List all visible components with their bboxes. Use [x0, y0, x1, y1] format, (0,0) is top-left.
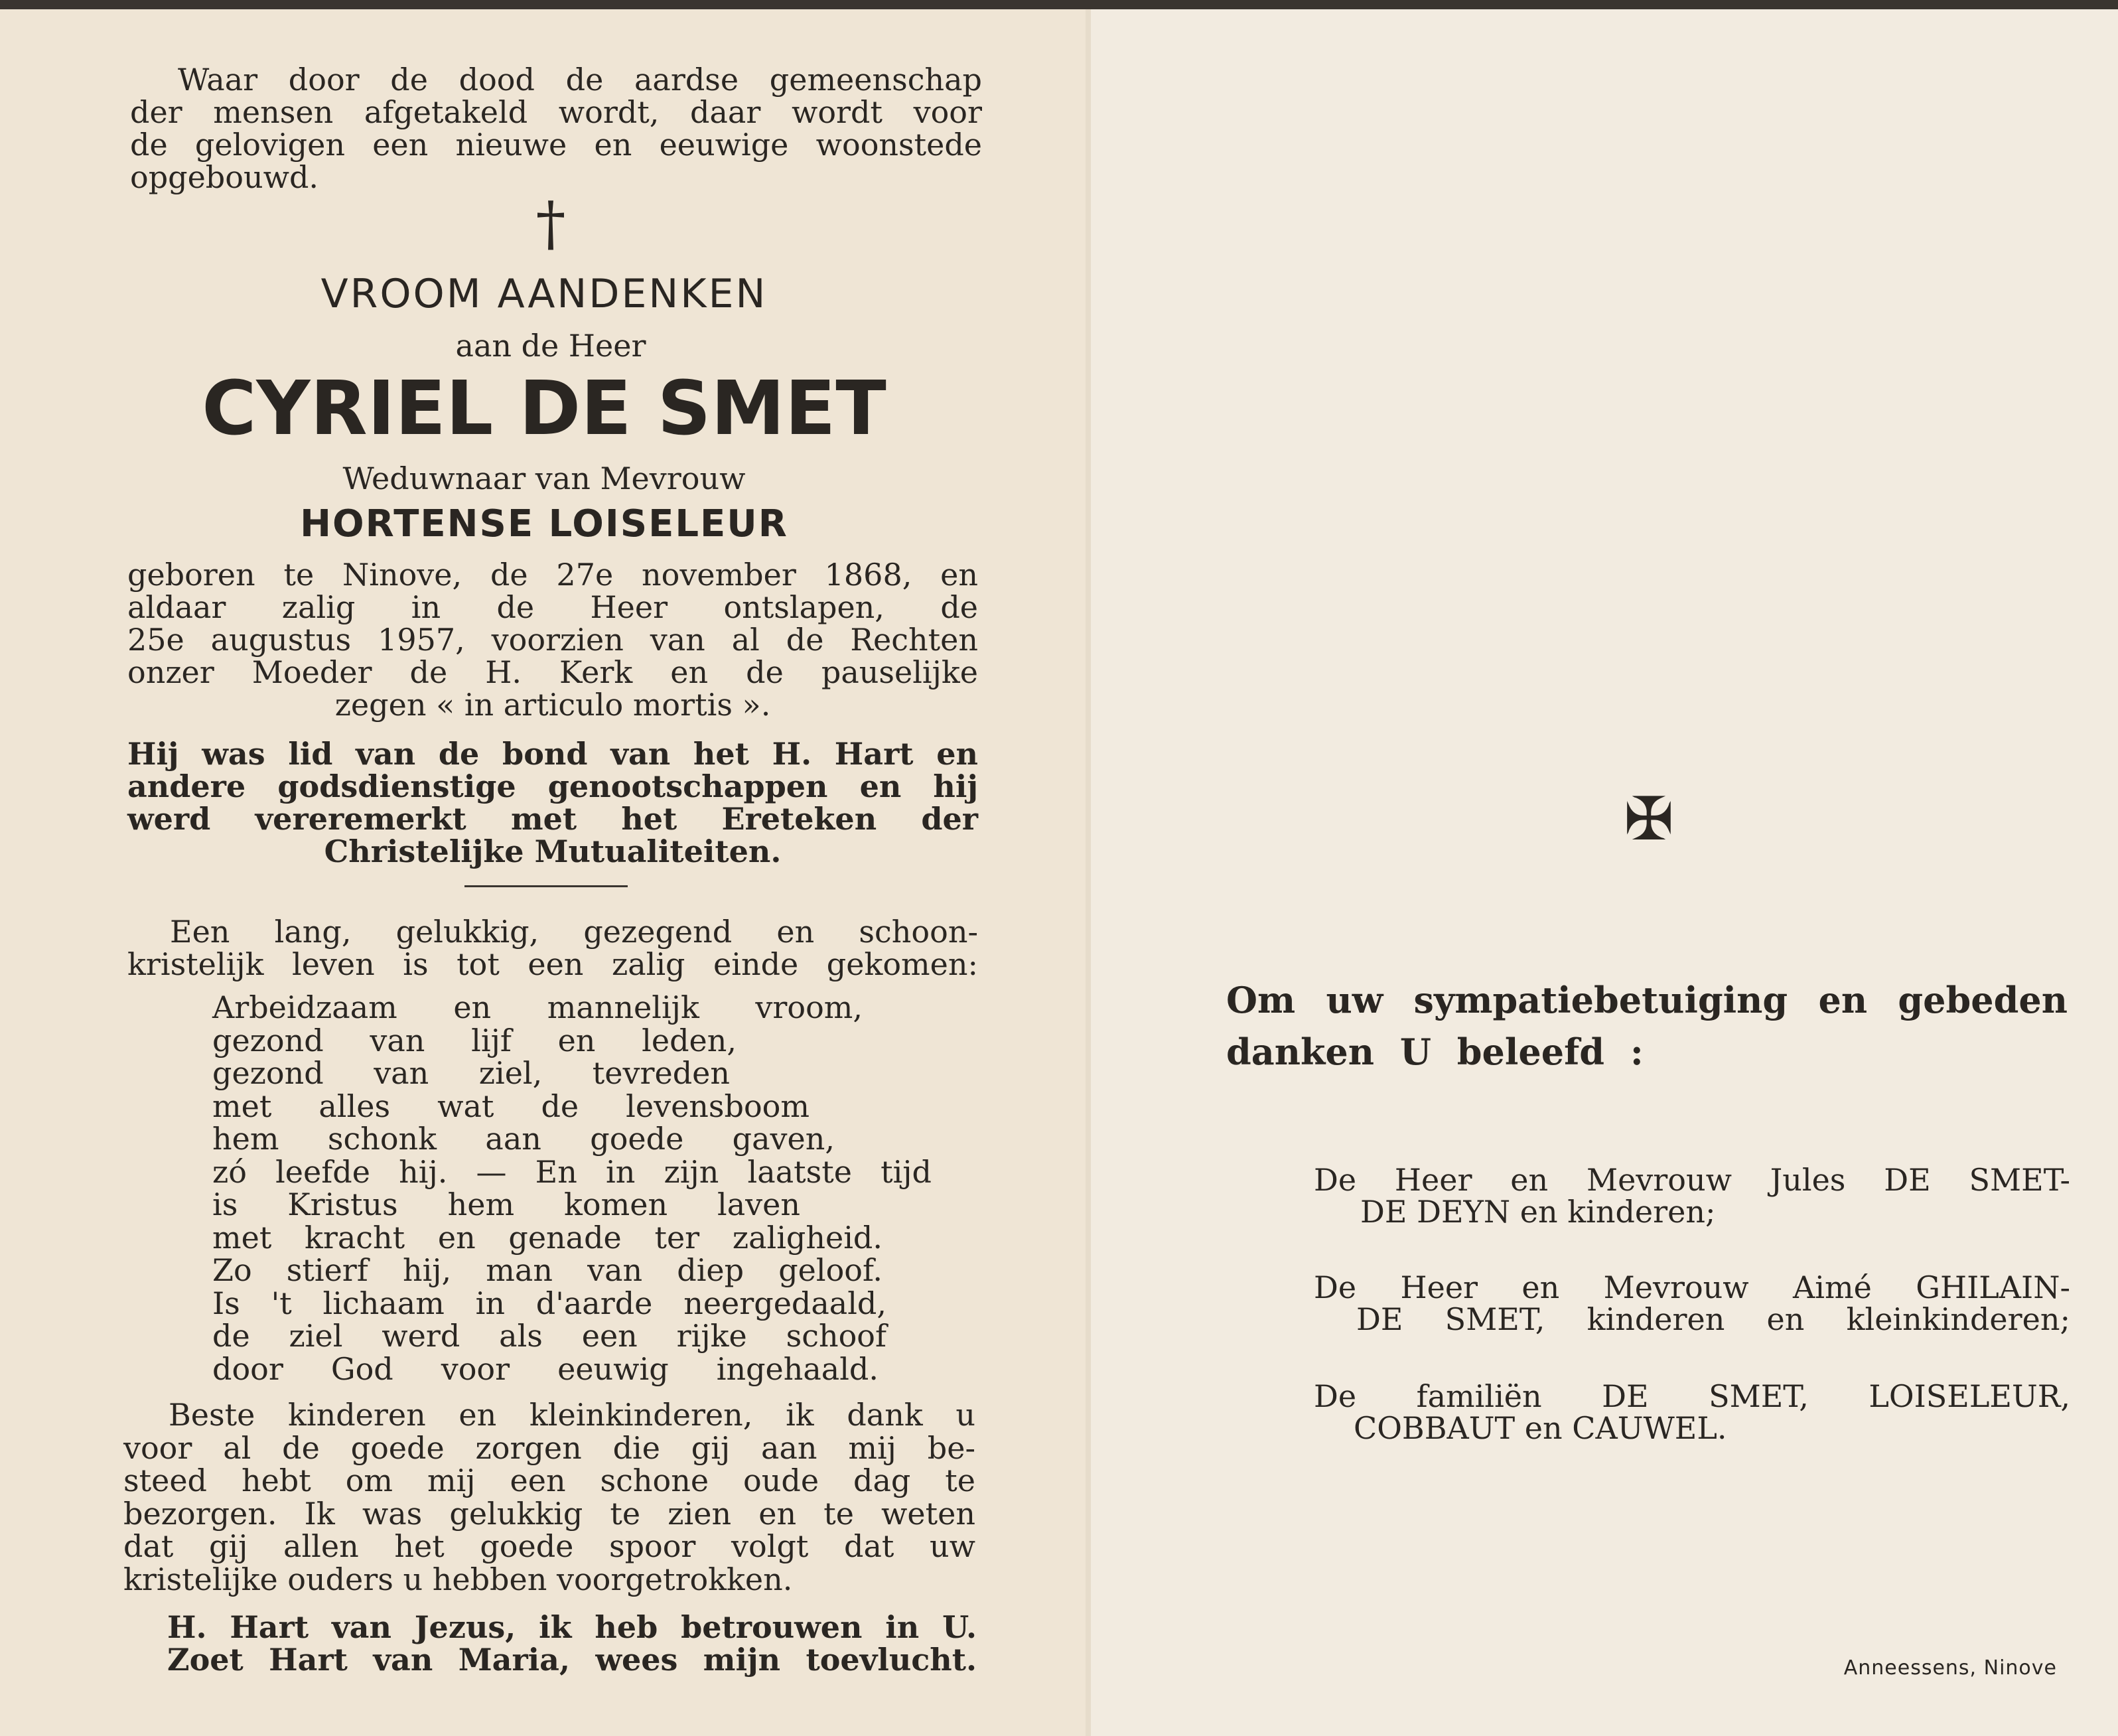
poem-line: Arbeidzaam en mannelijk vroom,: [212, 989, 863, 1025]
card-fold: [1086, 9, 1091, 1736]
family-line: DE SMET, kinderen en kleinkinderen;: [1356, 1301, 2070, 1337]
membership: [127, 738, 978, 868]
family-line: De familiën DE SMET, LOISELEUR,: [1314, 1378, 2070, 1414]
intro-line: opgebouwd.: [130, 159, 319, 195]
life-line: Een lang, gelukkig, gezegend en schoon-: [170, 914, 978, 950]
scan-top-edge: [0, 0, 2118, 9]
bio-line: onzer Moeder de H. Kerk en de pauselijke: [127, 654, 978, 690]
intro-line: der mensen afgetakeld wordt, daar wordt voor: [130, 94, 982, 130]
poem-line: Is 't lichaam in d'aarde neergedaald,: [212, 1285, 886, 1321]
family-line: De Heer en Mevrouw Aimé GHILAIN-: [1314, 1269, 2070, 1305]
thanks-line: kristelijke ouders u hebben voorgetrokken.: [123, 1561, 793, 1597]
poem-line: is Kristus hem komen laven: [212, 1187, 800, 1222]
widower-line: Weduwnaar van Mevrouw: [342, 461, 746, 496]
life-text: [127, 916, 978, 981]
poem-line: hem schonk aan goede gaven,: [212, 1121, 835, 1157]
family-group: [1314, 1164, 2070, 1228]
poem-line: met kracht en genade ter zaligheid.: [212, 1219, 882, 1256]
biography: [127, 559, 978, 721]
thanks-line: voor al de goede zorgen die gij aan mij be-: [123, 1429, 975, 1466]
right-panel: [1088, 9, 2118, 1736]
poem-line: met alles wat de levensboom: [212, 1088, 810, 1124]
thanks-line: bezorgen. Ik was gelukkig te zien en te weten: [123, 1495, 975, 1532]
thanks-line: steed hebt om mij een schone oude dag te: [123, 1463, 975, 1498]
family-group: [1314, 1271, 2070, 1335]
poem-line: zó leefde hij. — En in zijn laatste tijd: [212, 1153, 932, 1190]
poem-line: gezond van ziel, tevreden: [212, 1055, 730, 1091]
thanks-heading: [1226, 974, 2068, 1078]
thanks-heading-line: Om uw sympatiebetuiging en gebeden: [1226, 979, 2068, 1021]
intro-line: de gelovigen een nieuwe en eeuwige woonstede: [130, 127, 982, 163]
divider: [464, 885, 628, 887]
printer-credit: Anneessens, Ninove: [1843, 1656, 2057, 1680]
family-group: [1314, 1380, 2070, 1444]
prayer-line: H. Hart van Jezus, ik heb betrouwen in U.: [167, 1609, 977, 1645]
life-line: kristelijk leven is tot een zalig einde gekomen:: [127, 946, 978, 982]
member-line: Hij was lid van de bond van het H. Hart en: [127, 736, 978, 772]
member-line: Christelijke Mutualiteiten.: [324, 833, 782, 869]
poem-line: Zo stierf hij, man van diep geloof.: [212, 1252, 882, 1288]
bio-line: 25e augustus 1957, voorzien van al de Rechten: [127, 622, 978, 658]
intro-text: [130, 64, 982, 194]
subheading: aan de Heer: [455, 328, 646, 364]
bio-line: zegen « in articulo mortis ».: [334, 687, 771, 723]
family-line: De Heer en Mevrouw Jules DE SMET-: [1314, 1162, 2070, 1198]
spouse-name: HORTENSE LOISELEUR: [300, 502, 788, 545]
family-line: DE DEYN en kinderen;: [1360, 1194, 1716, 1230]
poem-line: de ziel werd als een rijke schoof: [212, 1318, 886, 1354]
family-line: COBBAUT en CAUWEL.: [1354, 1410, 1727, 1446]
poem-line: gezond van lijf en leden,: [212, 1022, 737, 1058]
thanks-line: Beste kinderen en kleinkinderen, ik dank u: [169, 1397, 975, 1433]
bio-line: aldaar zalig in de Heer ontslapen, de: [127, 589, 978, 625]
poem: [212, 991, 936, 1386]
thanks-heading-line: danken U beleefd :: [1226, 1031, 1644, 1073]
prayer: [167, 1611, 977, 1676]
thanks-text: [123, 1399, 975, 1596]
member-line: andere godsdienstige genootschappen en hij: [127, 768, 978, 804]
heading: VROOM AANDENKEN: [320, 271, 768, 317]
intro-line: Waar door de dood de aardse gemeenschap: [178, 62, 982, 98]
thanks-line: dat gij allen het goede spoor volgt dat uw: [123, 1528, 975, 1564]
deceased-name: CYRIEL DE SMET: [202, 366, 886, 452]
maltese-cross-icon: ✠: [1624, 784, 1674, 854]
cross-icon: †: [535, 189, 566, 259]
member-line: werd vereremerkt met het Ereteken der: [127, 801, 978, 837]
bio-line: geboren te Ninove, de 27e november 1868, en: [127, 557, 978, 593]
prayer-line: Zoet Hart van Maria, wees mijn toevlucht.: [167, 1642, 977, 1678]
poem-line: door God voor eeuwig ingehaald.: [212, 1350, 879, 1387]
